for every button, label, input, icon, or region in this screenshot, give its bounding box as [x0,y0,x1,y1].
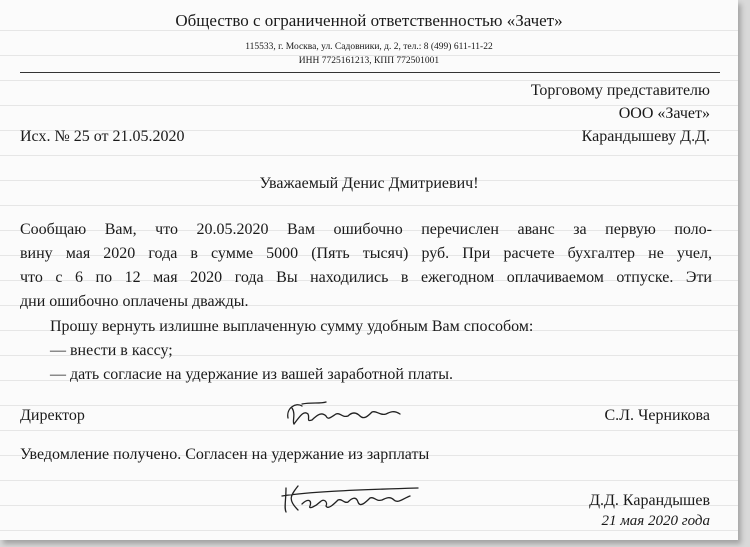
recipient-name: Карандышеву Д.Д. [581,128,710,145]
director-signature [282,396,412,430]
organization-name: Общество с ограниченной ответственностью «Зачет» [175,11,563,30]
greeting: Уважаемый Денис Дмитриевич! [259,175,479,192]
header-divider [20,72,720,73]
signatory-name: С.Л. Черникова [604,407,710,424]
organization-tax-ids: ИНН 7725161213, КПП 772501001 [298,56,440,66]
employee-signature [278,480,428,520]
signatory-title: Директор [20,407,85,424]
employee-name: Д.Д. Карандышев [589,492,710,509]
acknowledgement-date: 21 мая 2020 года [601,513,710,529]
option-salary-deduction: — дать согласие на удержание из вашей заработной платы. [50,366,453,383]
body-line-1: Сообщаю Вам, что 20.05.2020 Вам ошибочно перечислен аванс за первую поло- [20,221,712,238]
organization-address: 115533, г. Москва, ул. Садовники, д. 2, тел.: 8 (499) 611-11-22 [245,42,493,52]
option-cash-desk: — внести в кассу; [50,342,173,359]
recipient-position: Торговому представителю [530,82,710,99]
body-line-3: что с 6 по 12 мая 2020 года Вы находились в ежегодном оплачиваемом отпуске. Эти [20,269,712,286]
request-line: Прошу вернуть излишне выплаченную сумму удобным Вам способом: [50,318,534,335]
outgoing-number: Исх. № 25 от 21.05.2020 [20,128,185,145]
body-line-4: дни ошибочно оплачены дважды. [20,293,249,310]
body-line-2: вину мая 2020 года в сумме 5000 (Пять тысяч) руб. При расчете бухгалтер не учел, [20,245,712,262]
acknowledgement-note: Уведомление получено. Согласен на удержание из зарплаты [20,446,430,463]
recipient-company: ООО «Зачет» [618,105,710,122]
